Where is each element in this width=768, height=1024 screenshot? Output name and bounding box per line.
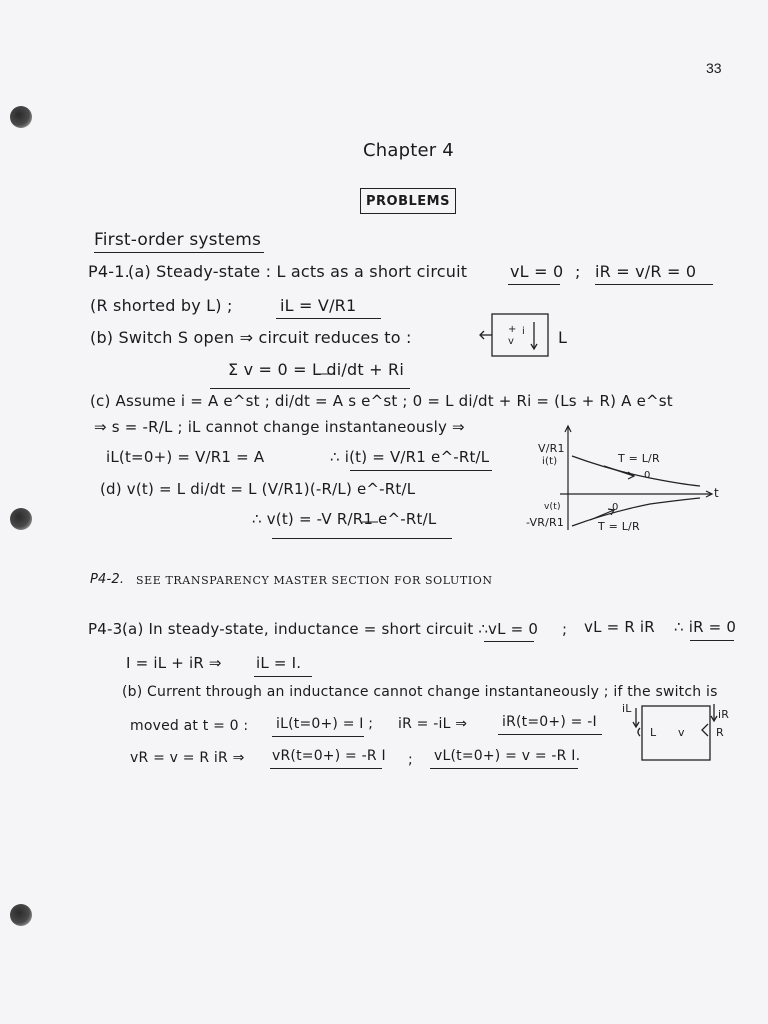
p41-d-result: ∴ v(t) = -V R/R1 e^-Rt/L: [252, 510, 437, 528]
p41-c-line3: iL(t=0+) = V/R1 = A: [106, 448, 265, 466]
p43-b-ir2: iR(t=0+) = -I: [502, 714, 597, 730]
page-number: 33: [706, 60, 722, 76]
p43-circuit-il: iL: [622, 702, 632, 715]
p43-circuit-r: R: [716, 726, 724, 739]
p43-a-ir: ∴ iR = 0: [674, 618, 737, 636]
p43-a-sep: ;: [562, 620, 568, 638]
svg-text:v: v: [508, 336, 514, 347]
p41-a-text: (a) Steady-state : L acts as a short circuit: [128, 262, 468, 281]
svg-text:i: i: [522, 326, 525, 337]
p41-b-text: (b) Switch S open ⇒ circuit reduces to :: [90, 328, 412, 347]
section-heading: First-order systems: [94, 230, 262, 250]
p41-d-text: (d) v(t) = L di/dt = L (V/R1)(-R/L) e^-Rt/L: [100, 480, 416, 498]
p43-b-sep: ;: [408, 752, 413, 768]
p41-a-sep: ;: [575, 262, 581, 281]
p43-b-il: iL(t=0+) = I ;: [276, 716, 374, 732]
p43-label: P4-3.: [88, 620, 128, 638]
svg-text:+: +: [508, 324, 517, 335]
graph-x-label: t: [714, 486, 719, 500]
p41-c-result: ∴ i(t) = V/R1 e^-Rt/L: [330, 448, 490, 466]
graph-voltage-curve: [572, 498, 700, 526]
p41-c-line2: ⇒ s = -R/L ; iL cannot change instantaneously ⇒: [94, 418, 465, 436]
p41-a-line2: (R shorted by L) ;: [90, 296, 233, 315]
p43-b-vr: vR(t=0+) = -R I: [272, 748, 386, 764]
graph-y-top-label: V/R1: [538, 442, 565, 455]
p41-response-graph: [560, 426, 712, 530]
p41-label: P4-1.: [88, 262, 130, 281]
p41-b-equation: Σ v = 0 = L di/dt + Ri: [228, 360, 404, 379]
p43-b-text: (b) Current through an inductance cannot change instantaneously ; if the switch is: [122, 684, 718, 700]
p43-a-vl2: vL = R iR: [584, 618, 655, 636]
p42-label: P4-2.: [90, 572, 125, 587]
p43-a-vl: vL = 0: [488, 620, 539, 638]
p42-text: SEE TRANSPARENCY MASTER SECTION FOR SOLUTION: [136, 574, 493, 587]
p43-a-il: iL = I.: [256, 654, 302, 672]
graph-y-bottom-label: -VR/R1: [526, 516, 565, 529]
graph-y-top-sub: i(t): [542, 456, 558, 467]
p43-circuit-v: v: [678, 726, 685, 739]
p43-circuit-l: L: [650, 726, 657, 739]
p41-a-ir: iR = v/R = 0: [595, 262, 697, 281]
chapter-title: Chapter 4: [363, 140, 454, 161]
graph-tau-top: T = L/R: [618, 452, 660, 465]
p41-circuit-diagram: [480, 314, 548, 356]
p41-circuit-label: L: [558, 328, 568, 347]
p41-a-vl: vL = 0: [510, 262, 564, 281]
p43-a-text: (a) In steady-state, inductance = short circuit ∴: [122, 620, 489, 638]
p43-circuit-diagram: [633, 704, 717, 760]
p43-b-vl: vL(t=0+) = v = -R I.: [434, 748, 581, 764]
graph-zero-top: 0: [644, 470, 651, 481]
p43-a-line2: I = iL + iR ⇒: [126, 654, 222, 672]
p41-c-text: (c) Assume i = A e^st ; di/dt = A s e^st ; 0 = L di/dt + Ri = (Ls + R) A e^st: [90, 392, 673, 410]
p41-a-il: iL = V/R1: [280, 296, 357, 315]
graph-y-bottom-sub: v(t): [544, 502, 561, 512]
problems-label: PROBLEMS: [366, 193, 450, 209]
p43-b-ir1: iR = -iL ⇒: [398, 716, 468, 732]
graph-current-curve: [572, 456, 700, 486]
graph-tau-bottom: T = L/R: [598, 520, 640, 533]
p43-circuit-ir: iR: [718, 708, 730, 721]
p43-b-line3: vR = v = R iR ⇒: [130, 750, 245, 766]
p43-b-line2: moved at t = 0 :: [130, 718, 249, 734]
graph-zero-bottom: 0: [612, 502, 619, 513]
